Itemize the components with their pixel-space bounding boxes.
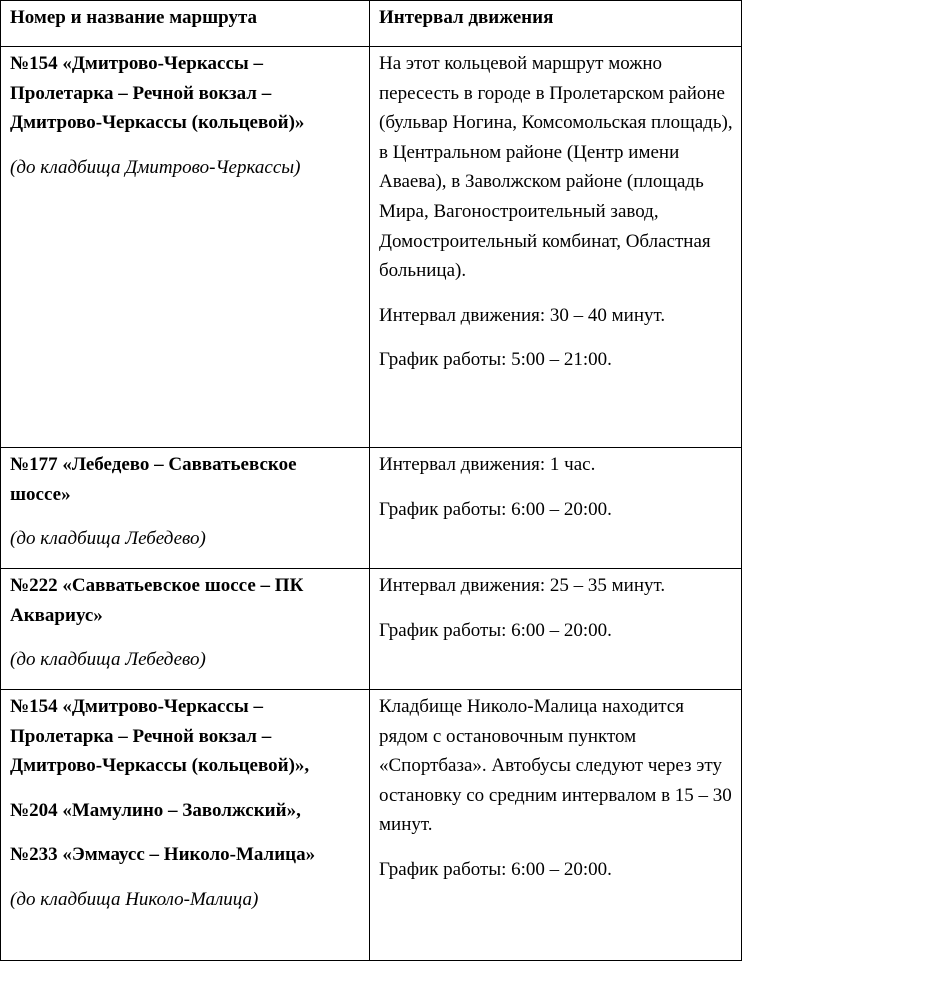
interval-cell [370,448,742,569]
route-cell [1,47,370,448]
header-row [1,1,742,47]
route-name: №154 «Дмитрово-Черкассы – Пролетарка – Речной вокзал – Дмитрово-Черкассы (кольцевой)», [10,696,310,777]
header-interval: Интервал движения [370,1,742,47]
route-cell [1,690,370,961]
table-row [1,448,742,569]
table-row [1,47,742,448]
info-text: График работы: 6:00 – 20:00. [379,858,612,880]
info-text: График работы: 6:00 – 20:00. [379,619,612,641]
table-row [1,569,742,690]
route-note: (до кладбища Лебедево) [10,528,206,550]
info-text: Интервал движения: 30 – 40 минут. [379,304,666,326]
route-cell [1,448,370,569]
route-name: №222 «Савватьевское шоссе – ПК Аквариус» [10,575,304,626]
info-text: Интервал движения: 25 – 35 минут. [379,575,666,596]
route-name: №204 «Мамулино – Заволжский», [10,799,301,821]
route-name: №177 «Лебедево – Савватьевское шоссе» [10,454,297,505]
route-note: (до кладбища Лебедево) [10,649,206,671]
route-cell [1,569,370,690]
interval-cell [370,569,742,690]
route-note: (до кладбища Дмитрово-Черкассы) [10,156,301,178]
info-text: Интервал движения: 1 час. [379,454,596,475]
route-name: №233 «Эммаусс – Николо-Малица» [10,844,316,866]
interval-cell [370,47,742,448]
route-name: №154 «Дмитрово-Черкассы – Пролетарка – Речной вокзал – Дмитрово-Черкассы (кольцевой)» [10,53,305,134]
info-text: График работы: 6:00 – 20:00. [379,498,612,520]
header-route: Номер и название маршрута [1,1,370,47]
table-body [1,47,742,961]
table-row [1,690,742,961]
info-text: Кладбище Николо-Малица находится рядом с остановочным пунктом «Спортбаза». Автобусы следуют через эту остановку со средним интервалом в 15 – 30 минут. [379,696,732,836]
info-text: На этот кольцевой маршрут можно пересесть в городе в Пролетарском районе (бульвар Ногина, Комсомольская площадь), в Центральном районе (Центр имени Аваева), в Заволжском районе (площадь Мира, Вагоностроительный завод, Домостроительный комбинат, Областная больница). [379,53,733,282]
interval-cell [370,690,742,961]
route-note: (до кладбища Николо-Малица) [10,888,259,910]
table-header [1,1,742,47]
info-text: График работы: 5:00 – 21:00. [379,349,612,371]
